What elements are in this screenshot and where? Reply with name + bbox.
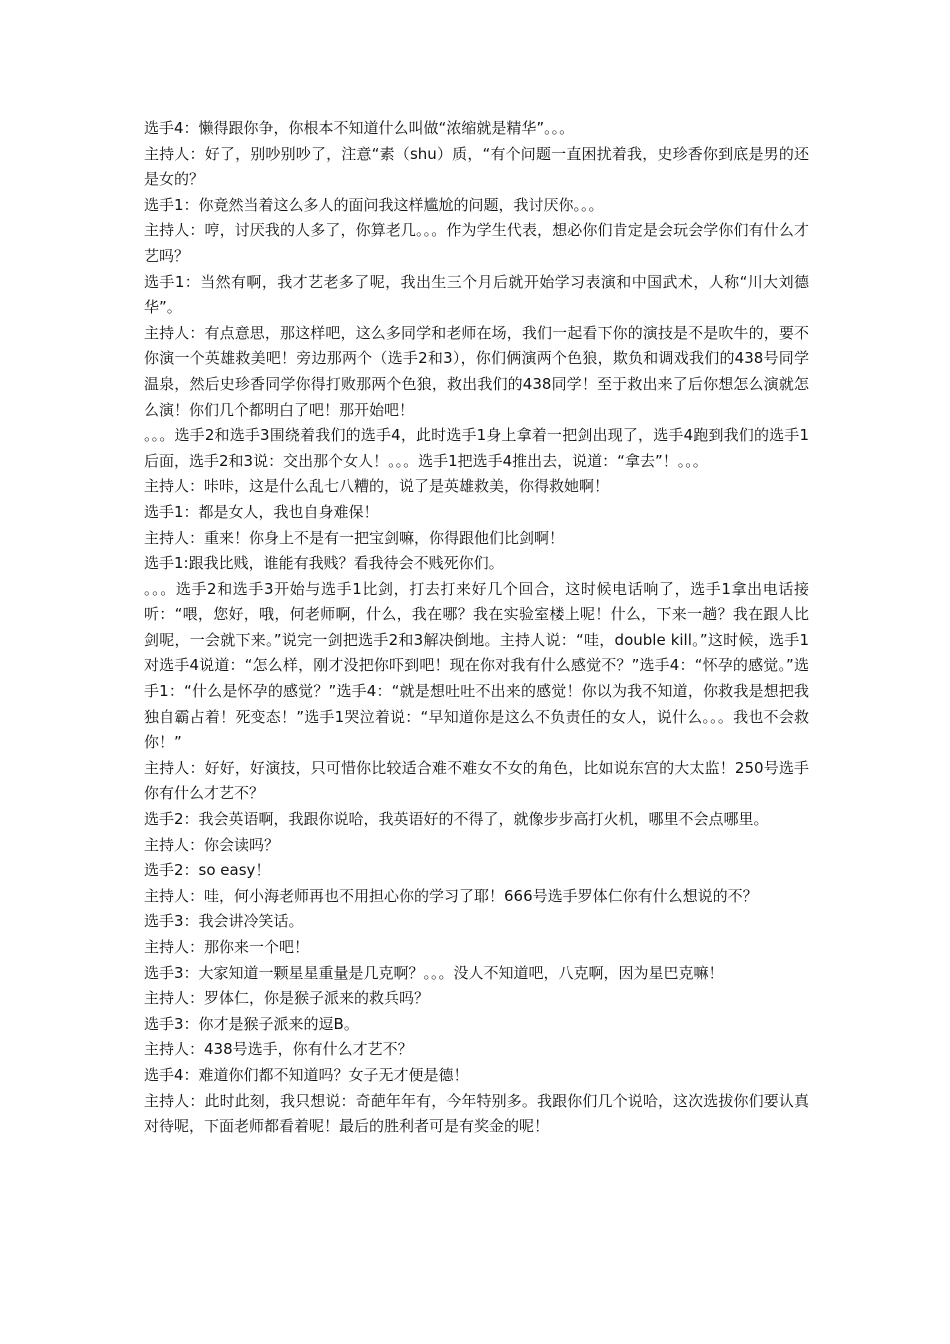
document-body (144, 116, 809, 1140)
paragraph-8: 主持人：咔咔，这是什么乱七八糟的，说了是英雄救美，你得救她啊！ (144, 477, 610, 496)
paragraph-21: 主持人：罗体仁，你是猴子派来的救兵吗？ (144, 989, 430, 1008)
paragraph-3: 选手1：你竟然当着这么多人的面问我这样尴尬的问题，我讨厌你。。。 (144, 195, 604, 214)
paragraph-14: 选手2：我会英语啊，我跟你说哈，我英语好的不得了，就像步步高打火机，哪里不会点哪里。 (144, 810, 769, 829)
paragraph-11: 选手1:跟我比贱，谁能有我贱？看我待会不贱死你们。 (144, 554, 504, 573)
paragraph-18: 选手3：我会讲冷笑话。 (144, 912, 304, 931)
paragraph-2: 主持人：好了，别吵别吵了，注意“素（shu）质，“有个问题一直困扰着我，史珍香你到底是男的还是女的？ (144, 144, 809, 189)
paragraph-1: 选手4：懒得跟你争，你根本不知道什么叫做“浓缩就是精华”。。。 (144, 119, 575, 137)
paragraph-22: 选手3：你才是猴子派来的逗B。 (144, 1014, 359, 1033)
paragraph-5: 选手1：当然有啊，我才艺老多了呢，我出生三个月后就开始学习表演和中国武术，人称“川大刘德华”。 (144, 272, 809, 317)
paragraph-16: 选手2：so easy！ (144, 861, 271, 880)
paragraph-24: 选手4：难道你们都不知道吗？女子无才便是德！ (144, 1065, 469, 1084)
paragraph-9: 选手1：都是女人，我也自身难保！ (144, 502, 379, 521)
paragraph-20: 选手3：大家知道一颗星星重量是几克啊？。。。没人不知道吧，八克啊，因为星巴克嘛！ (144, 963, 724, 982)
paragraph-10: 主持人：重来！你身上不是有一把宝剑嘛，你得跟他们比剑啊！ (144, 528, 565, 547)
paragraph-25: 主持人：此时此刻，我只想说：奇葩年年有，今年特别多。我跟你们几个说哈，这次选拔你们要认真对待呢，下面老师都看着呢！最后的胜利者可是有奖金的呢！ (144, 1091, 809, 1136)
paragraph-15: 主持人：你会读吗？ (144, 835, 280, 854)
paragraph-4: 主持人：哼，讨厌我的人多了，你算老几。。。作为学生代表，想必你们肯定是会玩会学你们有什么才艺吗？ (144, 221, 809, 265)
paragraph-12: 。。。选手2和选手3开始与选手1比剑，打去打来好几个回合，这时候电话响了，选手1拿出电话接听：“喂，您好，哦，何老师啊，什么，我在哪？我在实验室楼上呢！什么，下来一趟？我在跟人比剑呢，一会就下来。”说完一剑把选手2和3解决倒地。主持人说：“哇，double kill。”这时候，选手1对选手4说道：“怎么样，刚才没把你吓到吧！现在你对我有什么感觉不？”选手4：“怀孕的感觉。”选手1：“什么是怀孕的感觉？”选手4：“就是想吐吐不出来的感觉！你以为我不知道，你救我是想把我独自霸占着！死变态！”选手1哭泣着说：“早知道你是这么不负责任的女人，说什么。。。我也不会救你！” (144, 579, 809, 752)
paragraph-6: 主持人：有点意思，那这样吧，这么多同学和老师在场，我们一起看下你的演技是不是吹牛的，要不你演一个英雄救美吧！旁边那两个（选手2和3），你们俩演两个色狼，欺负和调戏我们的438号同学温泉，然后史珍香同学你得打败那两个色狼，救出我们的438同学！至于救出来了后你想怎么演就怎么演！你们几个都明白了吧！那开始吧！ (144, 323, 809, 419)
paragraph-17: 主持人：哇，何小海老师再也不用担心你的学习了耶！666号选手罗体仁你有什么想说的不？ (144, 886, 758, 905)
paragraph-13: 主持人：好好，好演技，只可惜你比较适合难不难女不女的角色，比如说东宫的大太监！250号选手你有什么才艺不？ (144, 758, 809, 803)
paragraph-19: 主持人：那你来一个吧！ (144, 938, 310, 956)
paragraph-7: 。。。选手2和选手3围绕着我们的选手4，此时选手1身上拿着一把剑出现了，选手4跑到我们的选手1后面，选手2和3说：交出那个女人！。。。选手1把选手4推出去，说道：“拿去”！。。。 (144, 426, 809, 470)
paragraph-23: 主持人：438号选手，你有什么才艺不？ (144, 1040, 413, 1059)
